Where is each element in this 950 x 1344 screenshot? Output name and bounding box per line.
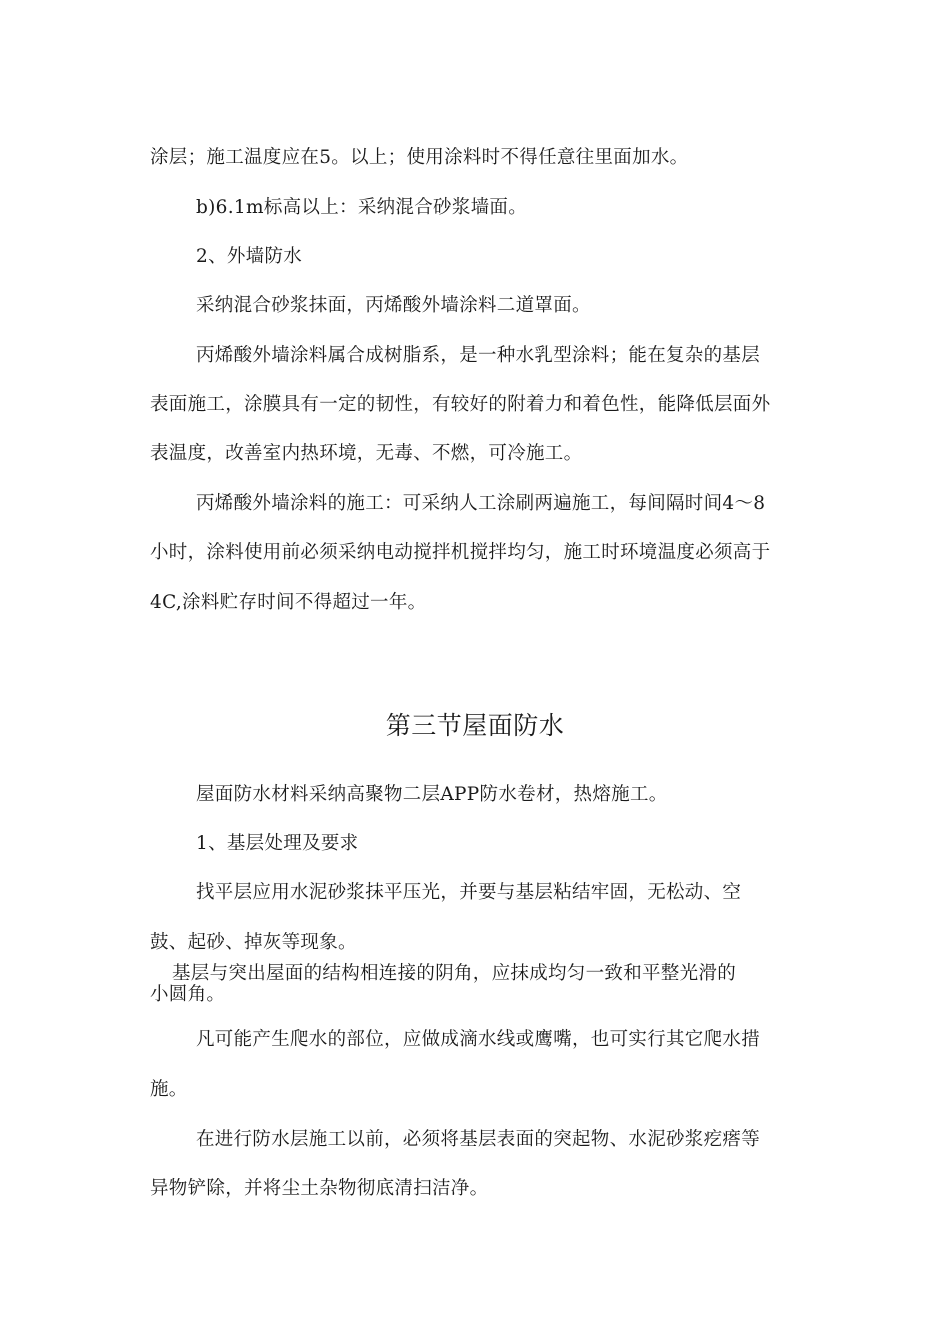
paragraph-line: 丙烯酸外墙涂料属合成树脂系，是一种水乳型涂料；能在复杂的基层 xyxy=(196,345,761,366)
paragraph-line: 找平层应用水泥砂浆抹平压光，并要与基层粘结牢固，无松动、空 xyxy=(196,882,742,903)
paragraph-line: 异物铲除，并将尘土杂物彻底清扫洁净。 xyxy=(150,1178,489,1199)
paragraph-line: 施。 xyxy=(150,1079,188,1100)
paragraph-line: 4C,涂料贮存时间不得超过一年。 xyxy=(150,592,427,613)
paragraph-line: 基层与突出屋面的结构相连接的阴角，应抹成均匀一致和平整光滑的 xyxy=(172,963,737,984)
paragraph-heading: 1、基层处理及要求 xyxy=(196,833,359,854)
paragraph-line: 鼓、起砂、掉灰等现象。 xyxy=(150,932,357,953)
paragraph-line: 涂层；施工温度应在5。以上；使用涂料时不得任意往里面加水。 xyxy=(150,147,689,168)
paragraph-line: 凡可能产生爬水的部位，应做成滴水线或鹰嘴，也可实行其它爬水措 xyxy=(196,1029,761,1050)
paragraph-line: 在进行防水层施工以前，必须将基层表面的突起物、水泥砂浆疙瘩等 xyxy=(196,1129,761,1150)
paragraph-line: 采纳混合砂浆抹面，丙烯酸外墙涂料二道罩面。 xyxy=(196,295,591,316)
paragraph-line: 表温度，改善室内热环境，无毒、不燃，可冷施工。 xyxy=(150,443,583,464)
paragraph-line: 小圆角。 xyxy=(150,984,226,1005)
paragraph-line: 表面施工，涂膜具有一定的韧性，有较好的附着力和着色性，能降低层面外 xyxy=(150,394,771,415)
paragraph-line: 屋面防水材料采纳高聚物二层APP防水卷材，热熔施工。 xyxy=(196,784,668,805)
paragraph-line: 丙烯酸外墙涂料的施工：可采纳人工涂刷两遍施工，每间隔时间4〜8 xyxy=(196,493,766,514)
paragraph-line: b)6.1m标高以上：采纳混合砂浆墙面。 xyxy=(196,197,528,218)
section-title: 第三节屋面防水 xyxy=(385,711,565,740)
paragraph-line: 小时，涂料使用前必须采纳电动搅拌机搅拌均匀，施工时环境温度必须高于 xyxy=(150,542,771,563)
paragraph-heading: 2、外墙防水 xyxy=(196,246,303,267)
